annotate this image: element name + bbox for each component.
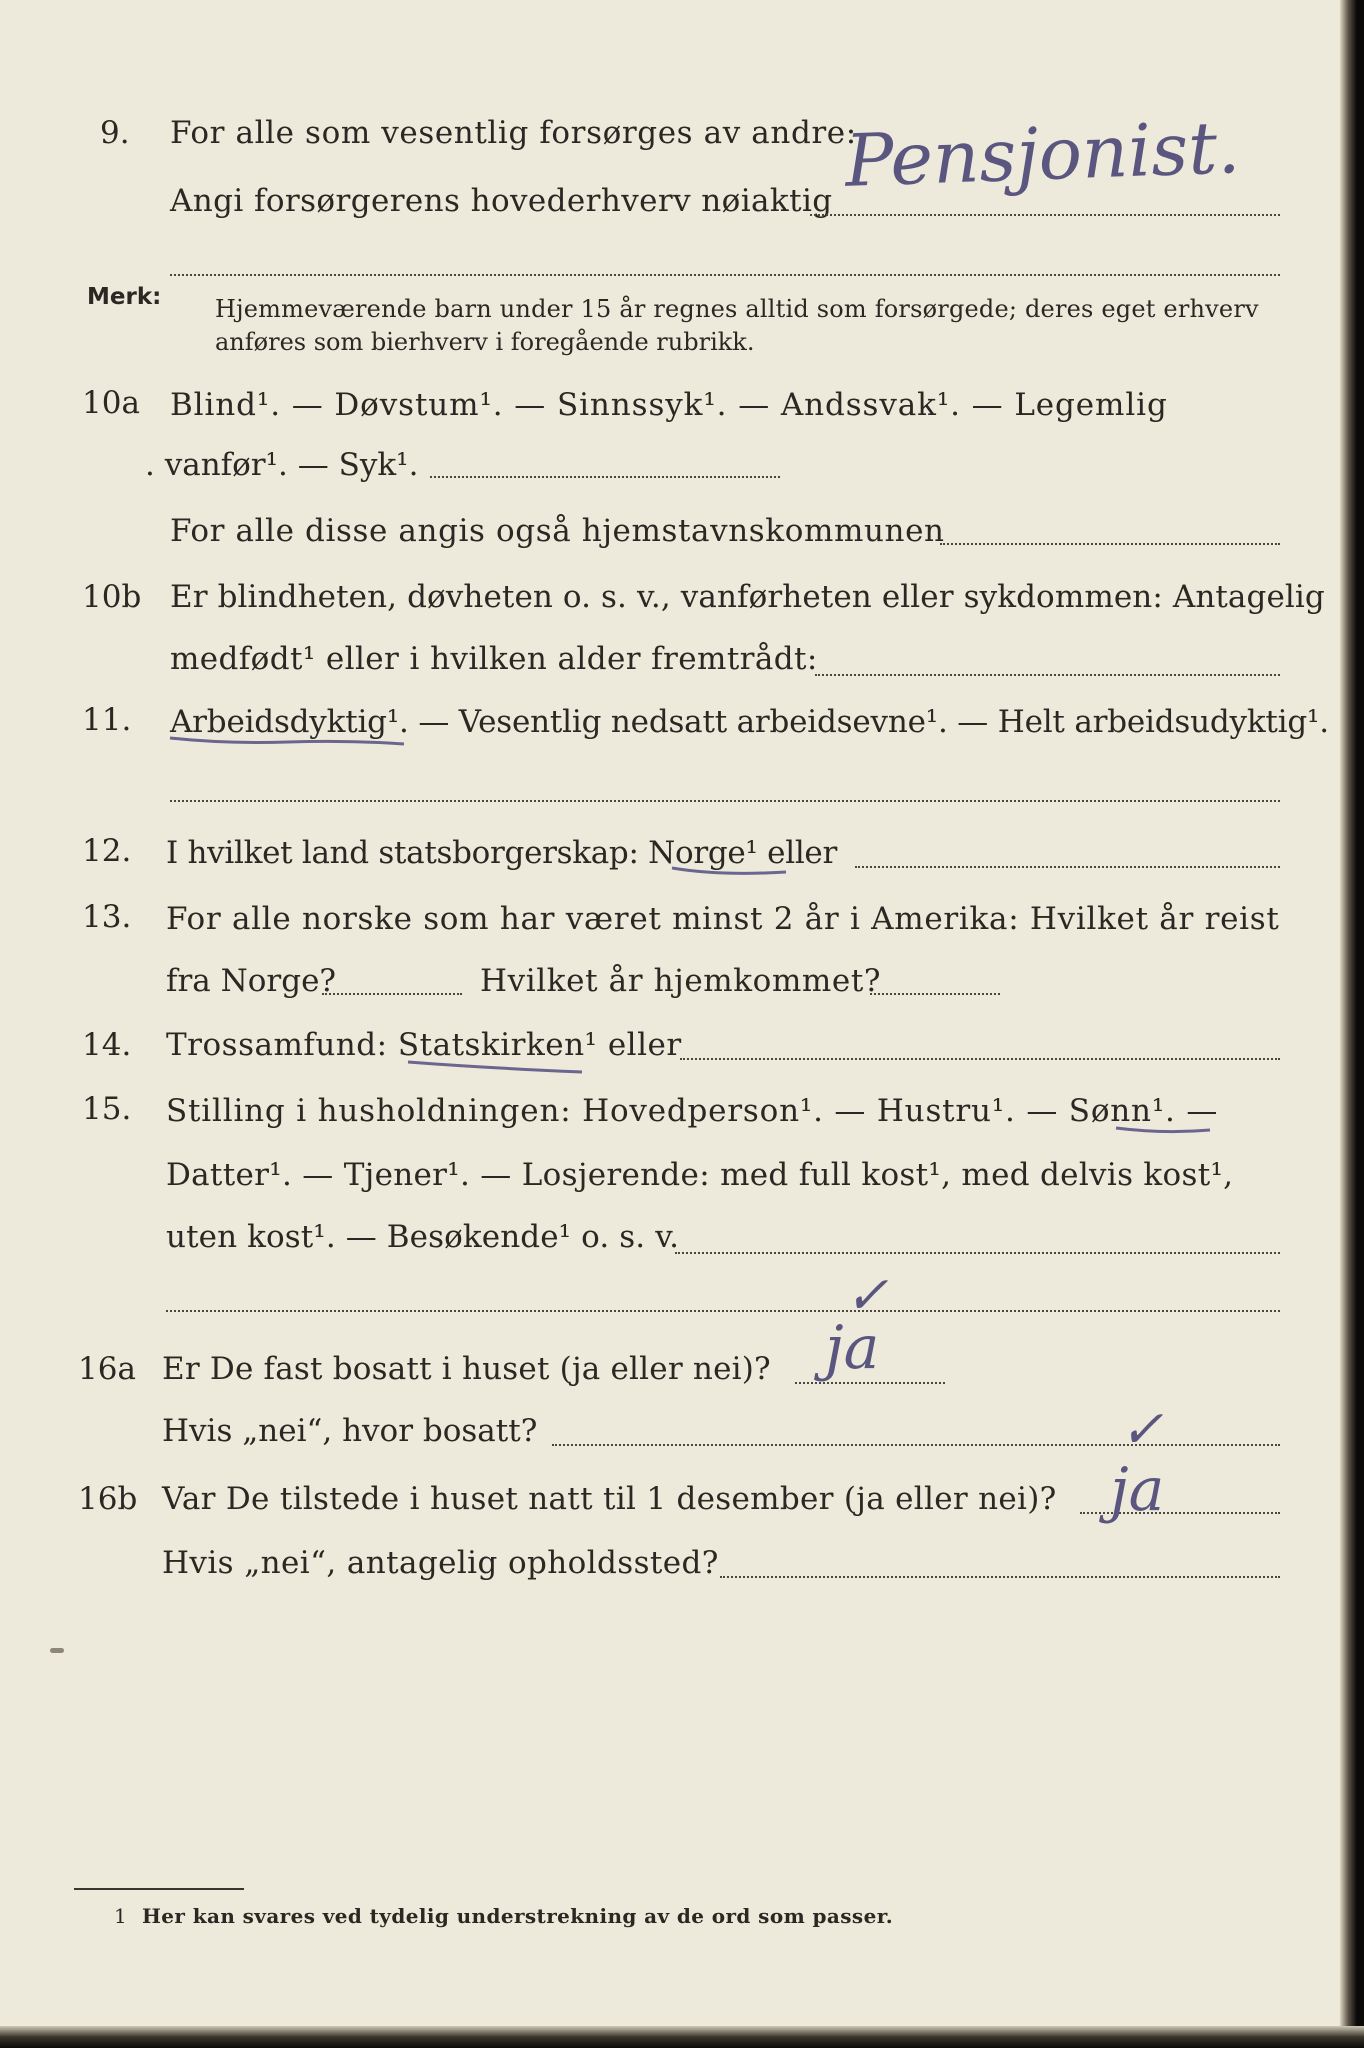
q10a-line1: Blind¹. — Døvstum¹. — Sinnssyk¹. — Andssvak¹. — Legemlig bbox=[170, 387, 1168, 423]
q9-line1: For alle som vesentlig forsørges av andre: bbox=[170, 115, 857, 151]
q13-hjemkommet-fill bbox=[870, 993, 1000, 995]
q13-line2b: Hvilket år hjemkommet? bbox=[480, 963, 882, 999]
q15-extra-line bbox=[166, 1310, 1280, 1312]
q16b-number: 16b bbox=[78, 1481, 138, 1517]
q16b-handwritten-answer: ja bbox=[1110, 1455, 1165, 1525]
q12-fill bbox=[855, 866, 1280, 868]
q9-handwritten-answer: Pensjonist. bbox=[843, 105, 1242, 203]
q15-number: 15. bbox=[82, 1091, 132, 1127]
merk-label: Merk: bbox=[87, 284, 162, 310]
q10b-line1: Er blindheten, døvheten o. s. v., vanførheten eller sykdommen: Antagelig bbox=[170, 579, 1325, 615]
q16a-handwritten-answer: ja bbox=[825, 1313, 880, 1383]
q16b-line1: Var De tilstede i huset natt til 1 desember (ja eller nei)? bbox=[162, 1481, 1057, 1517]
q12-underline-norge bbox=[670, 862, 790, 882]
q9-number: 9. bbox=[100, 115, 130, 151]
merk-line1: Hjemmeværende barn under 15 år regnes alltid som forsørgede; deres eget erhverv bbox=[215, 295, 1259, 323]
q10a-number: 10a bbox=[82, 385, 140, 421]
q16a-number: 16a bbox=[78, 1351, 136, 1387]
q13-line1: For alle norske som har været minst 2 år i Amerika: Hvilket år reist bbox=[166, 901, 1280, 937]
q16b-line2: Hvis „nei“, antagelig opholdssted? bbox=[162, 1545, 719, 1581]
q9-extra-line bbox=[170, 274, 1280, 276]
q16a-line2: Hvis „nei“, hvor bosatt? bbox=[162, 1413, 538, 1449]
footnote-rule bbox=[74, 1888, 244, 1890]
q15-line3-fill bbox=[675, 1252, 1280, 1254]
ink-spot bbox=[50, 1648, 64, 1653]
q16a-line2-fill bbox=[552, 1444, 1280, 1446]
footnote-text: Her kan svares ved tydelig understrekning av de ord som passer. bbox=[142, 1904, 894, 1928]
scan-edge-bottom bbox=[0, 2026, 1364, 2048]
q11-extra-line bbox=[170, 800, 1280, 802]
q14-line1: Trossamfund: Statskirken¹ eller bbox=[166, 1027, 682, 1063]
q10b-number: 10b bbox=[82, 579, 142, 615]
q10b-line2: medfødt¹ eller i hvilken alder fremtrådt: bbox=[170, 641, 818, 677]
q15-line2: Datter¹. — Tjener¹. — Losjerende: med full kost¹, med delvis kost¹, bbox=[166, 1157, 1234, 1193]
footnote-marker: 1 bbox=[114, 1904, 127, 1928]
q10b-line2-fill bbox=[815, 674, 1280, 676]
q14-underline-statskirken bbox=[406, 1056, 586, 1078]
scan-edge-right bbox=[1340, 0, 1364, 2048]
q12-line1: I hvilket land statsborgerskap: Norge¹ eller bbox=[166, 835, 837, 871]
q9-line2: Angi forsørgerens hovederhverv nøiaktig bbox=[170, 183, 833, 219]
q11-line1: Arbeidsdyktig¹. — Vesentlig nedsatt arbeidsevne¹. — Helt arbeidsudyktig¹. bbox=[170, 704, 1329, 740]
q16a-checkmark: ✓ bbox=[845, 1266, 889, 1326]
q11-underline-arbeidsdyktig bbox=[168, 730, 408, 750]
q11-number: 11. bbox=[82, 702, 132, 738]
q14-fill bbox=[680, 1058, 1280, 1060]
q16b-checkmark: ✓ bbox=[1120, 1400, 1164, 1460]
q12-number: 12. bbox=[82, 833, 132, 869]
q16b-line2-fill bbox=[720, 1576, 1280, 1578]
q14-number: 14. bbox=[82, 1027, 132, 1063]
q13-number: 13. bbox=[82, 899, 132, 935]
q15-underline-sonn bbox=[1114, 1122, 1214, 1140]
q15-line1: Stilling i husholdningen: Hovedperson¹. — Hustru¹. — Sønn¹. — bbox=[166, 1093, 1219, 1129]
q10a-line3: For alle disse angis også hjemstavnskommunen bbox=[170, 513, 945, 549]
q13-reist-fill bbox=[322, 993, 462, 995]
q10a-line2-fill bbox=[430, 476, 780, 478]
q16a-line1: Er De fast bosatt i huset (ja eller nei)? bbox=[162, 1351, 771, 1387]
q15-line3: uten kost¹. — Besøkende¹ o. s. v. bbox=[166, 1219, 680, 1255]
q10a-line2: . vanfør¹. — Syk¹. bbox=[145, 447, 419, 483]
q10a-line3-fill bbox=[940, 543, 1280, 545]
merk-line2: anføres som bierhverv i foregående rubrikk. bbox=[215, 328, 755, 356]
q9-answer-line bbox=[810, 214, 1280, 216]
q13-line2a: fra Norge? bbox=[166, 963, 337, 999]
